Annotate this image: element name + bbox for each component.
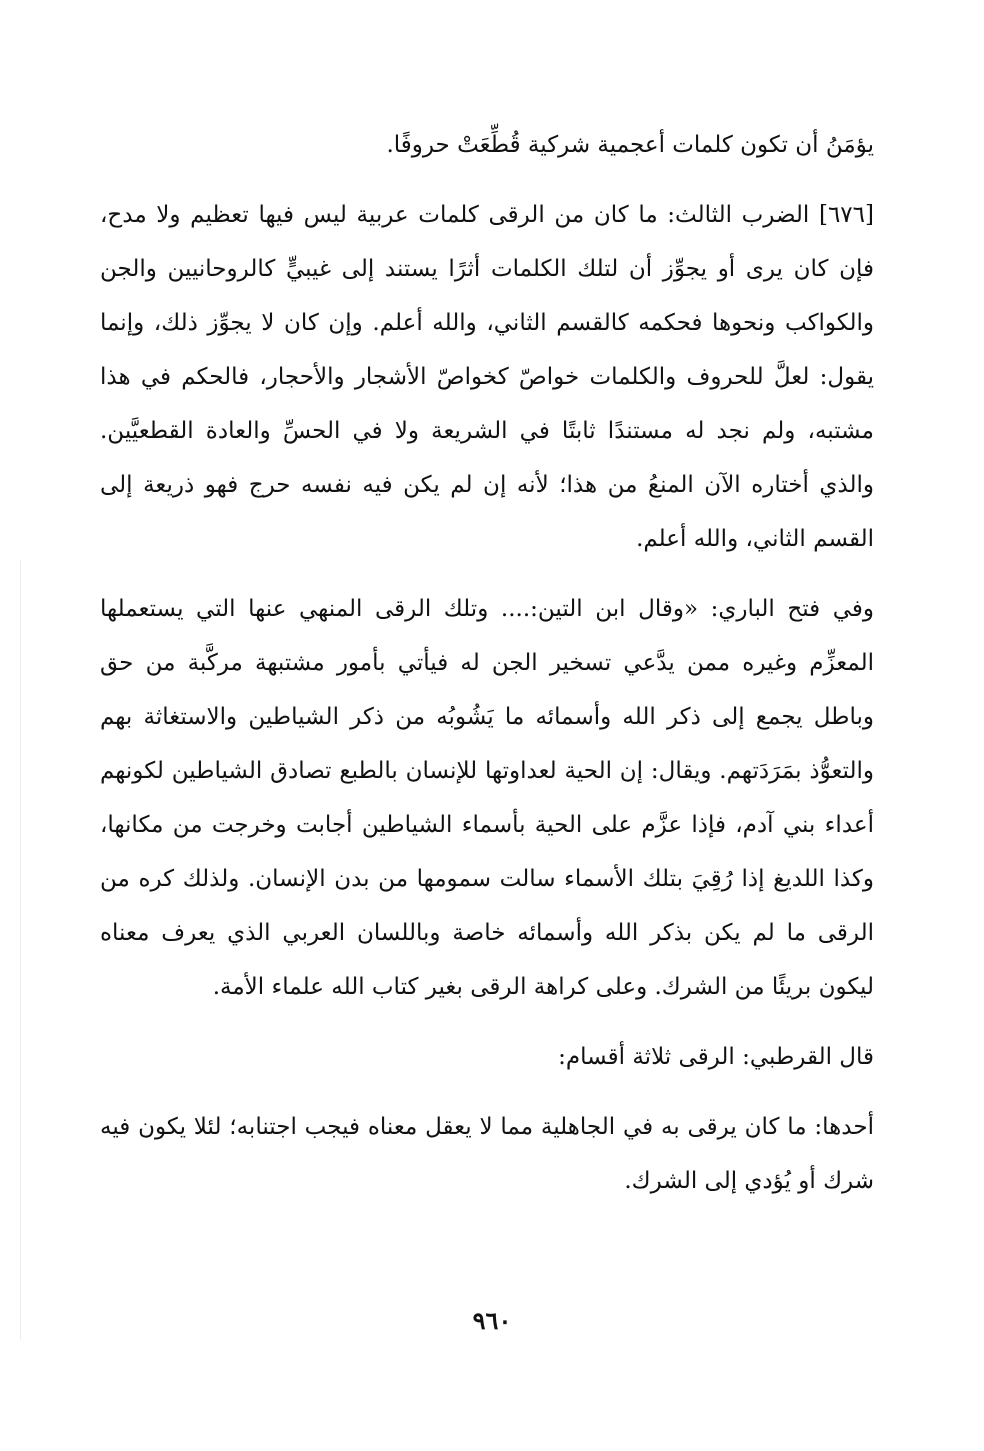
paragraph-gap [100,1084,874,1100]
paragraph-gap [100,172,874,188]
scan-margin-line [20,560,21,1340]
page-number: ٩٦٠ [472,1306,512,1335]
paragraph-gap [100,1014,874,1030]
paragraph-fath-al-bari: وفي فتح الباري: «وقال ابن التين:.... وتلك الرقى المنهي عنها التي يستعملها المعزِّم وغيره ممن يدَّعي تسخير الجن له فيأتي بأمور مشتبهة مركَّبة من حق وباطل يجمع إلى ذكر الله وأسمائه ما يَشُوبُه من ذكر الشياطين والاستغاثة بهم والتعوُّذ بمَرَدَتهم. ويقال: إن الحية لعداوتها للإنسان بالطبع تصادق الشياطين لكونهم أعداء بني آدم، فإذا عزَّم على الحية بأسماء الشياطين أجابت وخرجت من مكانها، وكذا اللديغ إذا رُقِيَ بتلك الأسماء سالت سمومها من بدن الإنسان. ولذلك كره من الرقى ما لم يكن بذكر الله وأسمائه خاصة وباللسان العربي الذي يعرف معناه ليكون بريئًا من الشرك. وعلى كراهة الرقى بغير كتاب الله علماء الأمة. [100,596,874,1000]
paragraph-first-section: أحدها: ما كان يرقى به في الجاهلية مما لا يعقل معناه فيجب اجتنابه؛ لئلا يكون فيه شرك أو يُؤدي إلى الشرك. [100,1114,874,1194]
paragraph-continuation: يؤمَنُ أن تكون كلمات أعجمية شركية قُطِّعَتْ حروفًا. [386,132,874,158]
paragraph-qurtubi-heading: قال القرطبي: الرقى ثلاثة أقسام: [558,1044,874,1070]
paragraph-gap [100,566,874,582]
paragraph-third-type: [٦٧٦] الضرب الثالث: ما كان من الرقى كلمات عربية ليس فيها تعظيم ولا مدح، فإن كان يرى أو يجوِّز أن لتلك الكلمات أثرًا يستند إلى غيبيٍّ كالروحانيين والجن والكواكب ونحوها فحكمه كالقسم الثاني، والله أعلم. وإن كان لا يجوِّز ذلك، وإنما يقول: لعلَّ للحروف والكلمات خواصّ كخواصّ الأشجار والأحجار، فالحكم في هذا مشتبه، ولم نجد له مستندًا ثابتًا في الشريعة ولا في الحسِّ والعادة القطعيَّين. والذي أختاره الآن المنعُ من هذا؛ لأنه إن لم يكن فيه نفسه حرج فهو ذريعة إلى القسم الثاني، والله أعلم. [100,202,874,552]
page-body [100,118,874,1208]
